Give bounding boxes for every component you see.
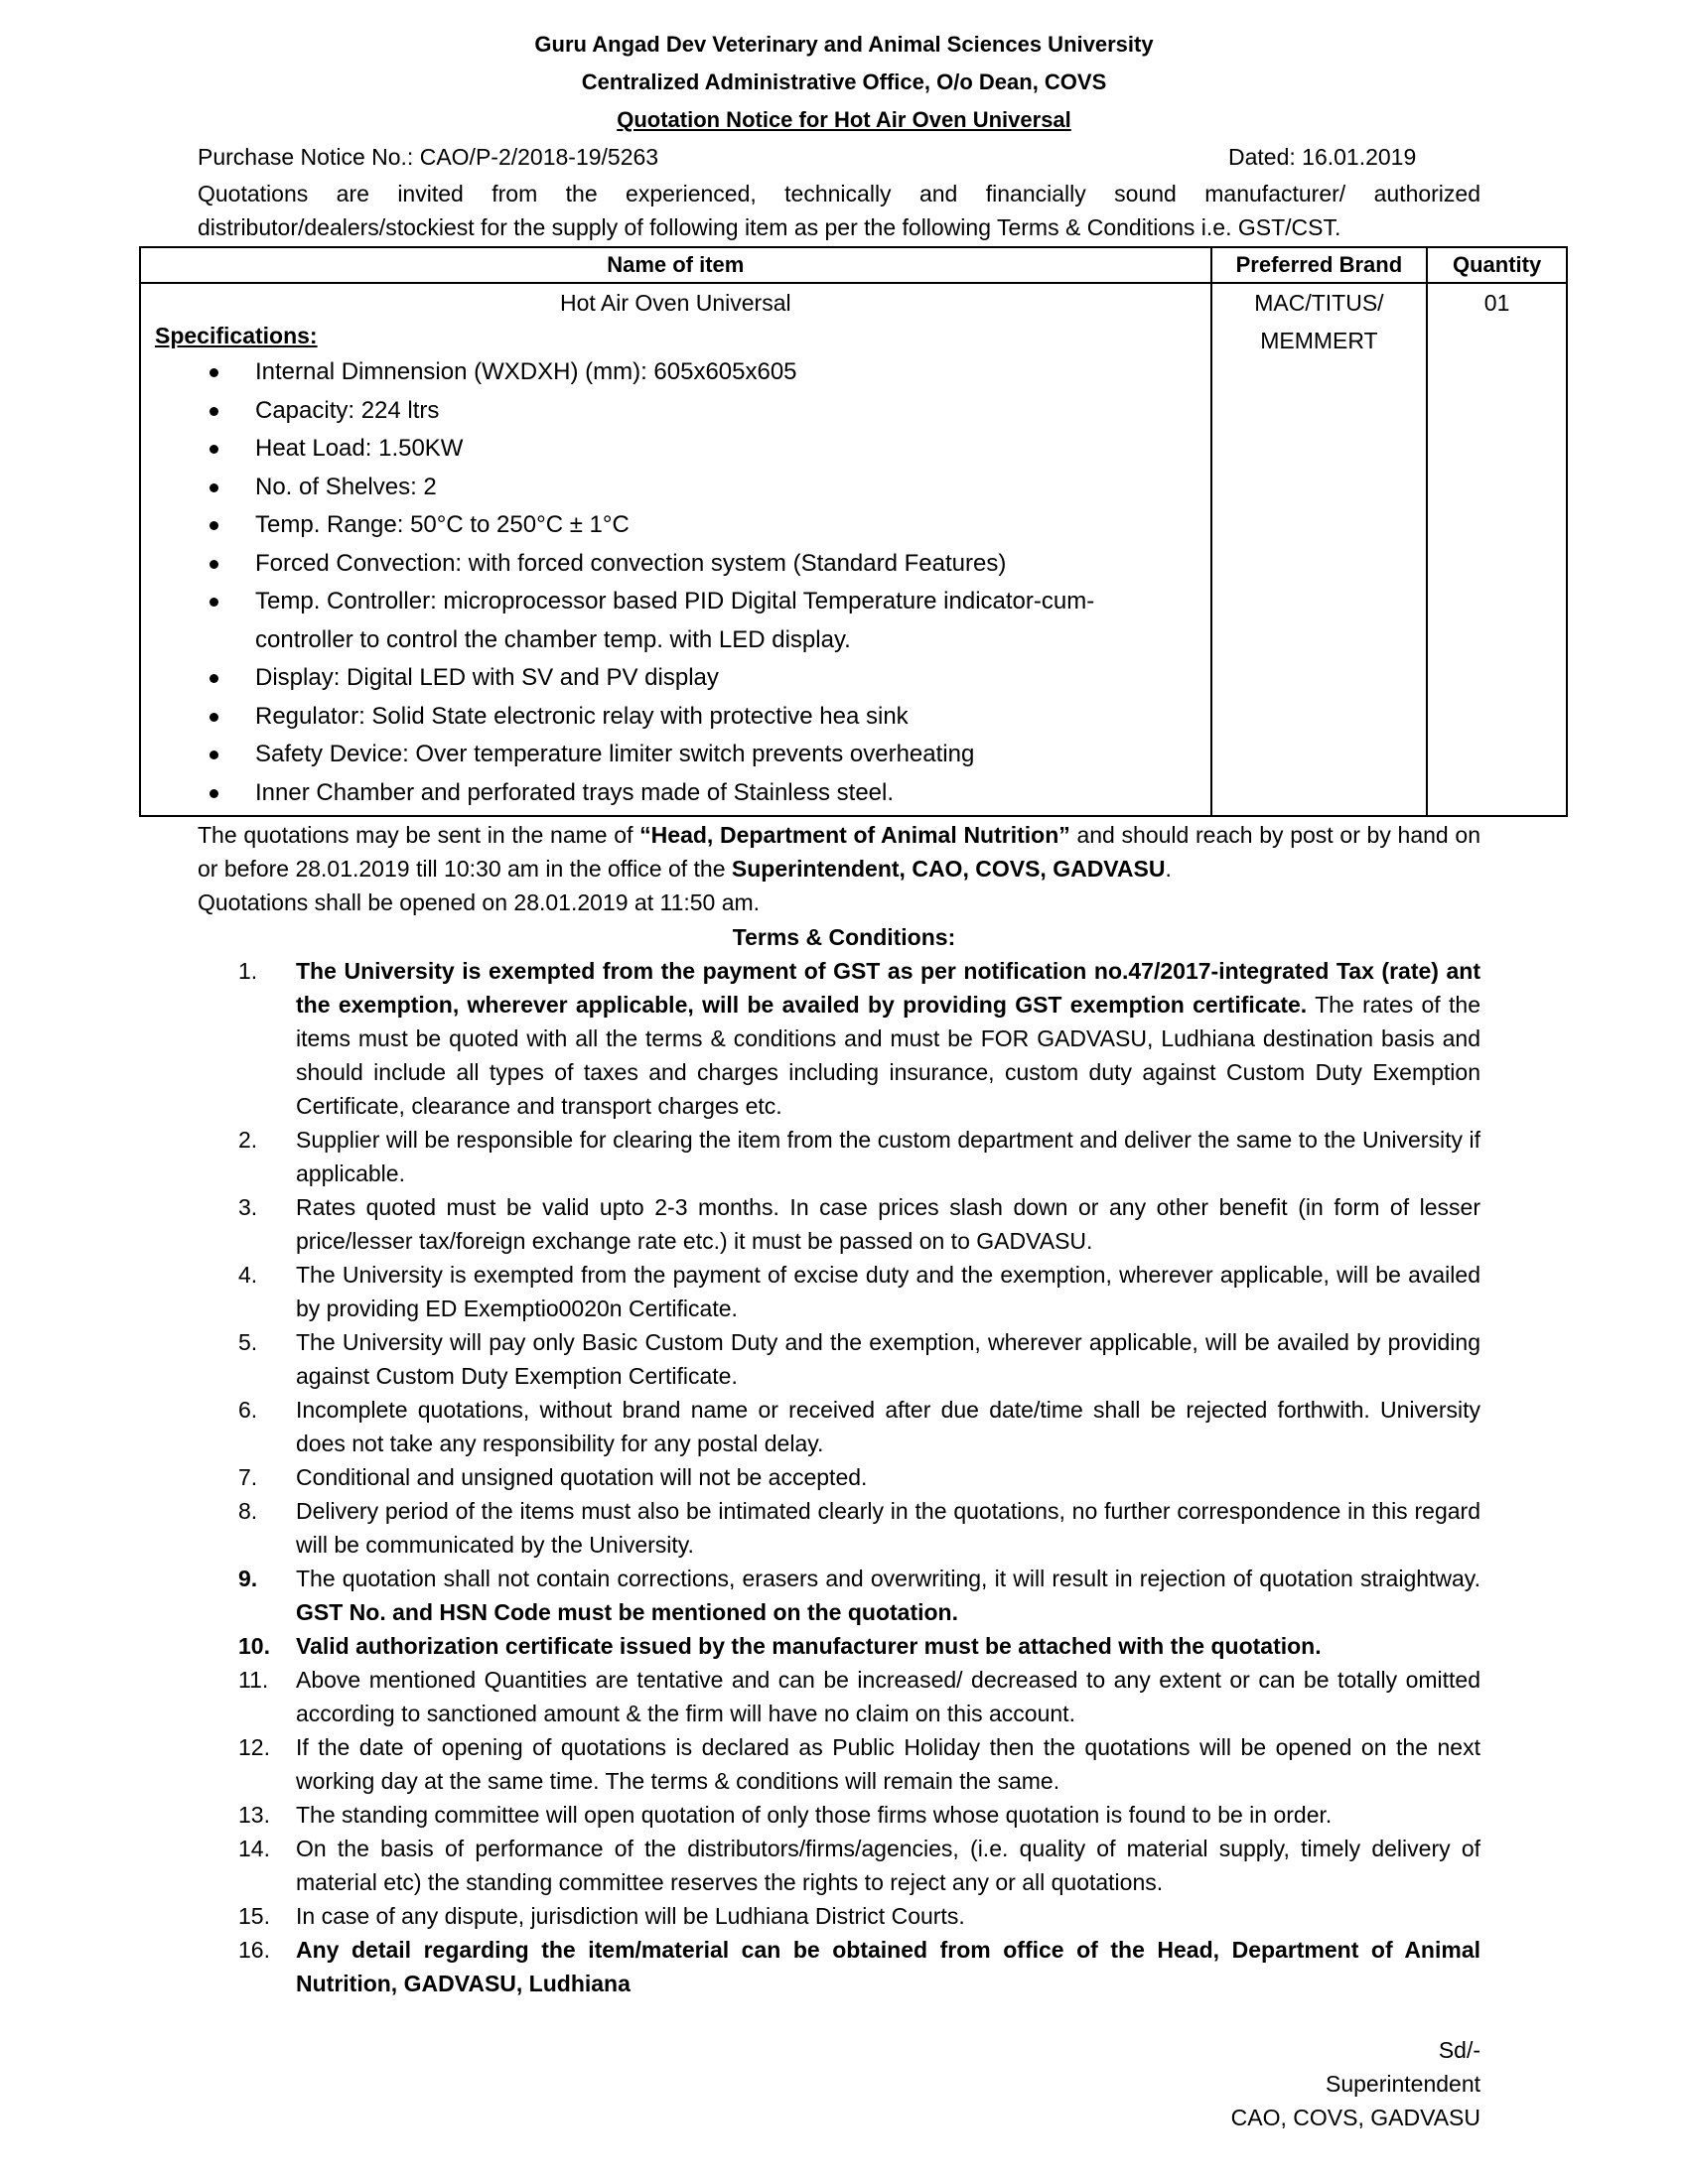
terms-list — [238, 954, 1480, 2000]
item-table — [139, 246, 1568, 817]
term-item — [238, 1629, 1480, 1663]
submission-text: and should reach by post or by hand on or before 28.01.2019 till 10:30 am in the office of the — [198, 822, 1480, 882]
term-text-bold: Any detail regarding the item/material can be obtained from office of the Head, Department of Animal Nutrition, GADVASU, Ludhiana — [296, 1937, 1480, 1996]
term-text: The quotation shall not contain corrections, erasers and overwriting, it will result in rejection of quotation straightway. — [296, 1566, 1480, 1591]
header-preferred-brand: Preferred Brand — [1211, 247, 1428, 283]
opening-date: Quotations shall be opened on 28.01.2019 at 11:50 am. — [198, 889, 761, 915]
term-text: Supplier will be responsible for clearing the item from the custom department and deliver the same to the University if applicable. — [296, 1127, 1480, 1186]
term-number: 7. — [238, 1464, 258, 1490]
term-text: If the date of opening of quotations is declared as Public Holiday then the quotations will be opened on the next working day at the same time. The terms & conditions will remain the same. — [296, 1734, 1480, 1794]
term-item — [238, 1190, 1480, 1258]
spec-item: Temp. Controller: microprocessor based PID Digital Temperature indicator-cum-controller to control the chamber temp. with LED display. — [255, 583, 1210, 659]
term-number: 13. — [238, 1802, 270, 1828]
purchase-notice-number: Purchase Notice No.: CAO/P-2/2018-19/5263 — [198, 144, 659, 170]
quantity-cell: 01 — [1427, 283, 1567, 816]
spec-item: Regulator: Solid State electronic relay with protective hea sink — [255, 698, 1210, 737]
term-text: Delivery period of the items must also be intimated clearly in the quotations, no further correspondence in this regard will be communicated by the University. — [296, 1498, 1480, 1558]
notice-date: Dated: 16.01.2019 — [1228, 144, 1417, 170]
term-text: In case of any dispute, jurisdiction will be Ludhiana District Courts. — [296, 1903, 965, 1929]
item-name: Hot Air Oven Universal — [559, 290, 791, 316]
term-item — [238, 1494, 1480, 1562]
preferred-brand-cell — [1211, 283, 1428, 816]
terms-heading: Terms & Conditions: — [732, 924, 956, 950]
term-text: On the basis of performance of the distributors/firms/agencies, (i.e. quality of material supply, timely delivery of material etc) the standing committee reserves the rights to reject any or all quotations. — [296, 1836, 1480, 1895]
intro-paragraph: Quotations are invited from the experienced, technically and financially sound manufacturer/ authorized distributor/dealers/stockiest for the supply of following item as per the following Terms & Conditions i.e. GST/CST. — [198, 181, 1480, 240]
term-number: 16. — [238, 1937, 270, 1963]
term-text: Conditional and unsigned quotation will not be accepted. — [296, 1464, 868, 1490]
spec-item: Internal Dimnension (WXDXH) (mm): 605x605x605 — [255, 353, 1210, 392]
term-text: Above mentioned Quantities are tentative and can be increased/ decreased to any extent or can be totally omitted according to sanctioned amount & the firm will have no claim on this account. — [296, 1667, 1480, 1726]
term-text: Incomplete quotations, without brand name or received after due date/time shall be rejected forthwith. University does not take any responsibility for any postal delay. — [296, 1397, 1480, 1456]
term-number: 15. — [238, 1903, 270, 1929]
term-item — [238, 1899, 1480, 1933]
term-number: 2. — [238, 1127, 258, 1153]
submission-text: . — [1165, 856, 1172, 882]
brand-line: MEMMERT — [1260, 328, 1378, 353]
submission-paragraph — [198, 818, 1480, 919]
term-item — [238, 1460, 1480, 1494]
document-header — [0, 26, 1688, 139]
signature-sd: Sd/- — [1438, 2037, 1480, 2063]
term-text-bold: Valid authorization certificate issued by the manufacturer must be attached with the quotation. — [296, 1633, 1322, 1659]
notice-title: Quotation Notice for Hot Air Oven Universal — [617, 107, 1071, 132]
term-number: 14. — [238, 1836, 270, 1861]
term-number: 4. — [238, 1262, 258, 1288]
term-item — [238, 954, 1480, 1123]
spec-item: Display: Digital LED with SV and PV display — [255, 659, 1210, 698]
term-text: The University is exempted from the payment of excise duty and the exemption, wherever applicable, will be availed by providing ED Exemptio0020n Certificate. — [296, 1262, 1480, 1321]
specifications-heading: Specifications: — [155, 323, 318, 348]
term-number: 5. — [238, 1329, 258, 1355]
term-item — [238, 1730, 1480, 1798]
term-item — [238, 1258, 1480, 1325]
item-row — [140, 283, 1567, 816]
notice-info-line — [198, 141, 1480, 173]
term-text: The rates of the items must be quoted with all the terms & conditions and must be FOR GADVASU, Ludhiana destination basis and should include all types of taxes and charges including insurance, custom duty against Custom Duty Exemption Certificate, clearance and transport charges etc. — [296, 992, 1480, 1119]
spec-item: Capacity: 224 ltrs — [255, 392, 1210, 431]
term-item — [238, 1123, 1480, 1190]
header-quantity: Quantity — [1427, 247, 1567, 283]
term-item — [238, 1832, 1480, 1899]
specifications-list — [141, 353, 1210, 812]
term-number: 12. — [238, 1734, 270, 1760]
signature-block — [1231, 2033, 1480, 2134]
term-number: 9. — [238, 1566, 258, 1591]
term-item — [238, 1798, 1480, 1832]
item-name-cell — [140, 283, 1211, 816]
term-number: 1. — [238, 958, 258, 984]
term-text-bold: The University is exempted from the payment of GST as per notification no.47/2017-integrated Tax (rate) ant the exemption, wherever applicable, will be availed by providing GST exemption certificate. — [296, 958, 1480, 1018]
term-number: 6. — [238, 1397, 258, 1423]
addressee: “Head, Department of Animal Nutrition” — [639, 822, 1070, 848]
term-text-bold: GST No. and HSN Code must be mentioned on the quotation. — [296, 1599, 958, 1625]
term-number: 10. — [238, 1633, 270, 1659]
term-item — [238, 1562, 1480, 1629]
term-text: Rates quoted must be valid upto 2-3 months. In case prices slash down or any other benefit (in form of lesser price/lesser tax/foreign exchange rate etc.) it must be passed on to GADVASU. — [296, 1194, 1480, 1254]
term-number: 11. — [238, 1667, 269, 1693]
spec-item: Safety Device: Over temperature limiter switch prevents overheating — [255, 736, 1210, 774]
signature-designation: Superintendent — [1325, 2071, 1480, 2097]
term-item — [238, 1933, 1480, 2000]
submission-office: Superintendent, CAO, COVS, GADVASU — [731, 856, 1166, 882]
term-text: The standing committee will open quotation of only those firms whose quotation is found to be in order. — [296, 1802, 1333, 1828]
office-name: Centralized Administrative Office, O/o Dean, COVS — [581, 69, 1107, 94]
spec-item: Heat Load: 1.50KW — [255, 430, 1210, 469]
term-number: 3. — [238, 1194, 258, 1220]
term-item — [238, 1663, 1480, 1730]
term-item — [238, 1393, 1480, 1460]
spec-item: No. of Shelves: 2 — [255, 469, 1210, 507]
submission-text: The quotations may be sent in the name of — [198, 822, 640, 848]
university-name: Guru Angad Dev Veterinary and Animal Sciences University — [534, 32, 1154, 57]
term-number: 8. — [238, 1498, 258, 1524]
signature-office: CAO, COVS, GADVASU — [1230, 2105, 1480, 2130]
item-table-header-row — [140, 247, 1567, 283]
term-item — [238, 1325, 1480, 1393]
spec-item: Inner Chamber and perforated trays made of Stainless steel. — [255, 774, 1210, 813]
term-text: The University will pay only Basic Custom Duty and the exemption, wherever applicable, will be availed by providing against Custom Duty Exemption Certificate. — [296, 1329, 1480, 1389]
brand-line: MAC/TITUS/ — [1254, 290, 1384, 316]
spec-item: Temp. Range: 50°C to 250°C ± 1°C — [255, 506, 1210, 545]
spec-item: Forced Convection: with forced convection system (Standard Features) — [255, 545, 1210, 584]
header-name-of-item: Name of item — [140, 247, 1211, 283]
